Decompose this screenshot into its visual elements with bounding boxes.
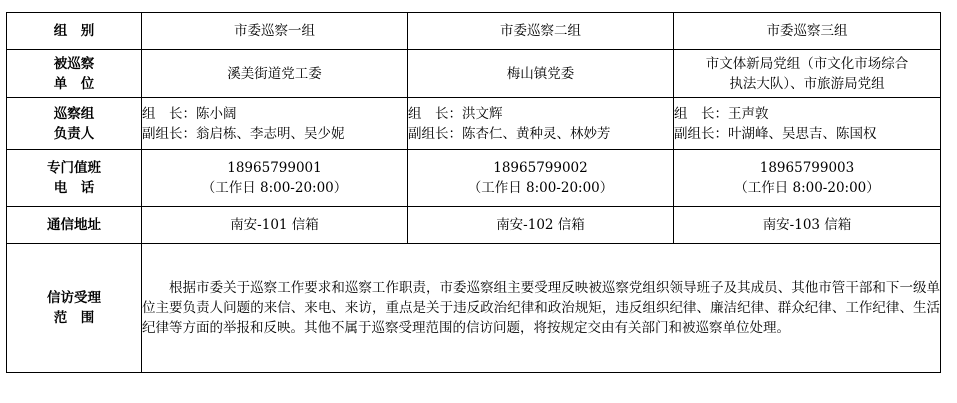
group-3-hotline [674,150,941,207]
unit-label-line-1: 被巡察 [53,55,95,72]
group-3-mailbox: 南安-103 信箱 [674,207,941,244]
hotline-label-line-1: 专门值班 [47,160,101,176]
scope-label-line-1: 信访受理 [47,290,101,306]
group-2-mailbox: 南安-102 信箱 [408,207,674,244]
group-3-leader: 组 长：王声敦 [674,105,769,122]
group-1-name: 市委巡察一组 [142,13,408,50]
group-2-hours: （工作日 8:00-20:00） [467,180,614,196]
group-1-hours: （工作日 8:00-20:00） [201,180,348,196]
unit-label [7,50,142,98]
leader-label-line-2: 负责人 [53,125,95,142]
group-2-unit-line-1: 梅山镇党委 [506,65,575,82]
group-3-phone: 18965799003 [759,160,855,176]
leader-row [7,98,941,150]
inspection-contact-table [6,12,941,373]
group-1-unit [142,50,408,98]
unit-label-line-2: 单 位 [53,75,95,92]
group-3-leaders [674,98,941,150]
group-row [7,13,941,50]
address-label: 通信地址 [7,207,142,244]
group-1-unit-line-1: 溪美街道党工委 [227,65,322,82]
group-2-hotline [408,150,674,207]
hotline-label [7,150,142,207]
leader-label [7,98,142,150]
group-1-mailbox: 南安-101 信箱 [142,207,408,244]
address-row [7,207,941,244]
group-3-name: 市委巡察三组 [674,13,941,50]
group-2-unit [408,50,674,98]
group-2-name: 市委巡察二组 [408,13,674,50]
group-3-unit-line-1: 市文体新局党组（市文化市场综合 [705,55,909,72]
group-2-phone: 18965799002 [493,160,588,176]
group-2-deputies: 副组长：陈杏仁、黄种灵、林妙芳 [408,125,611,142]
group-1-phone: 18965799001 [227,160,322,176]
group-2-leader: 组 长：洪文辉 [408,105,503,122]
scope-label-line-2: 范 围 [53,310,95,326]
group-1-leaders [142,98,408,150]
hotline-label-line-2: 电 话 [53,180,95,196]
group-2-leaders [408,98,674,150]
scope-label [7,244,142,373]
group-3-unit [674,50,941,98]
leader-label-line-1: 巡察组 [53,105,95,122]
group-1-deputies: 副组长：翁启栋、李志明、吴少妮 [142,125,345,142]
group-1-hotline [142,150,408,207]
unit-row [7,50,941,98]
group-3-hours: （工作日 8:00-20:00） [734,180,880,196]
group-3-unit-line-2: 执法大队）、市旅游局党组 [729,75,885,92]
group-header-label: 组 别 [7,13,142,50]
scope-row [7,244,941,373]
group-1-leader: 组 长：陈小阔 [142,105,237,122]
scope-description [142,244,941,373]
hotline-row [7,150,941,207]
scope-text: 根据市委关于巡察工作要求和巡察工作职责，市委巡察组主要受理反映被巡察党组织领导班子及其成员、其他市管干部和下一级单位主要负责人问题的来信、来电、来访，重点是关于违反政治纪律和政治规矩，违反组织纪律、廉洁纪律、群众纪律、工作纪律、生活纪律等方面的举报和反映。其他不属于巡察受理范围的信访问题，将按规定交由有关部门和被巡察单位处理。 [142,280,940,336]
group-3-deputies: 副组长：叶湖峰、吴思吉、陈国权 [674,125,877,142]
